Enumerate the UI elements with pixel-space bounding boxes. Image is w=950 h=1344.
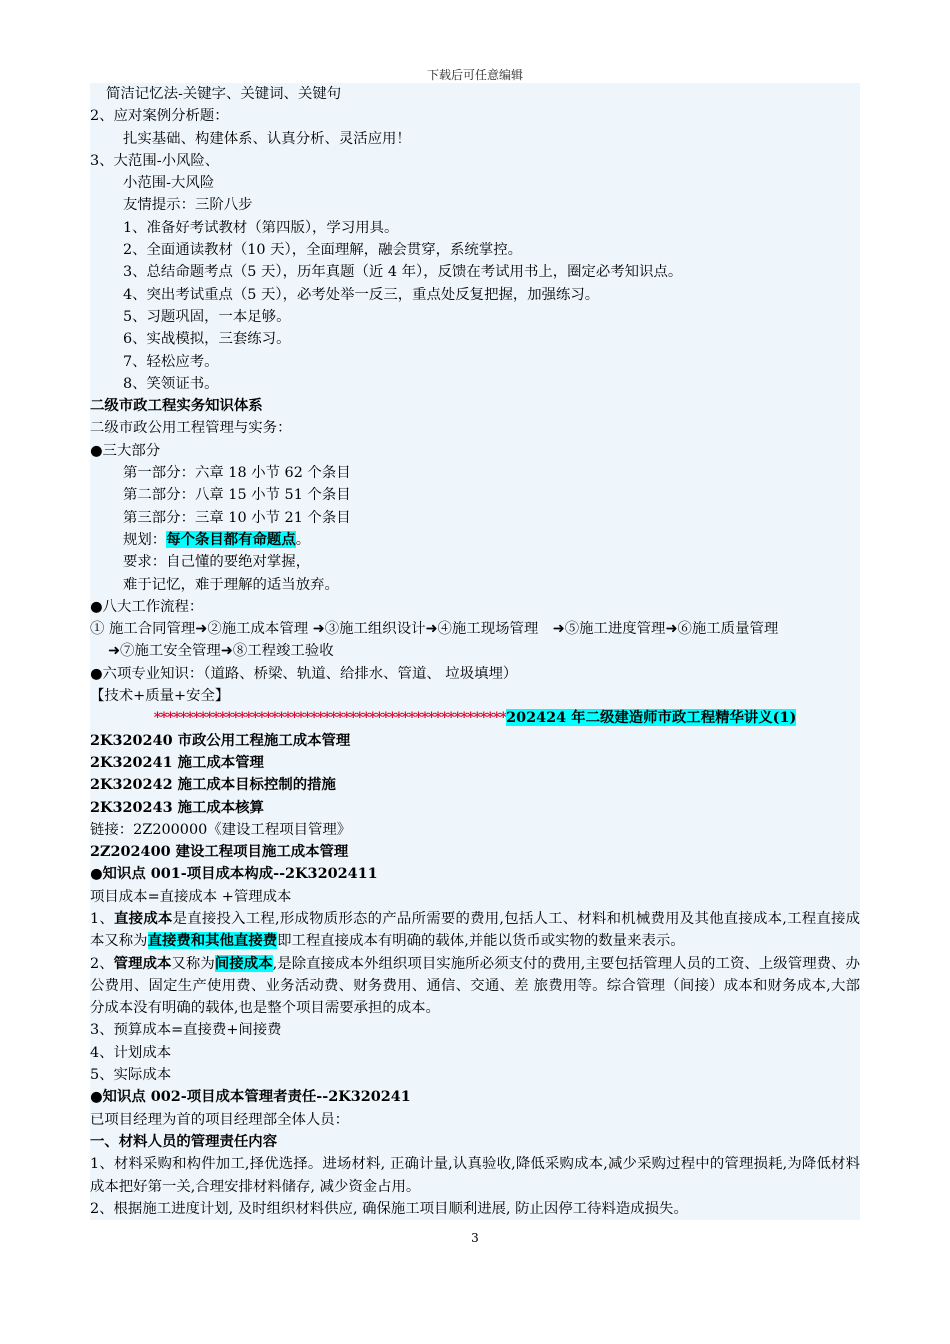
paragraph	[90, 908, 860, 953]
highlighted-text: 每个条目都有命题点	[166, 530, 296, 548]
workflow-line: ➜⑦施工安全管理➜⑧工程竣工验收	[108, 643, 334, 660]
text-line: 小范围-大风险	[123, 175, 215, 192]
paragraph	[90, 953, 860, 1020]
text-line: 简洁记忆法-关键字、关键词、关键句	[106, 86, 342, 102]
text-line: 项目成本=直接成本 +管理成本	[90, 888, 292, 905]
highlighted-text: 直接费和其他直接费	[147, 932, 278, 950]
list-item: 5、习题巩固，一本足够。	[123, 308, 291, 325]
section-heading: 2K320240 市政公用工程施工成本管理	[90, 731, 351, 749]
text-line	[90, 529, 860, 551]
text-line: 要求：自己懂的要绝对掌握，	[123, 554, 311, 571]
text-span: 2、	[90, 955, 114, 972]
section-heading: 二级市政工程实务知识体系	[90, 397, 263, 415]
text-span: 又称为	[171, 955, 215, 972]
list-item: 3、总结命题考点（5 天），历年真题（近 4 年），反馈在考试用书上，圈定必考知识点。	[123, 264, 683, 281]
list-item: 8、笑领证书。	[123, 375, 219, 392]
text-line: 扎实基础、构建体系、认真分析、灵活应用！	[123, 130, 411, 147]
section-heading: 2Z202400 建设工程项目施工成本管理	[90, 843, 349, 861]
text-line: 2、应对案例分析题：	[90, 108, 229, 125]
text-line: 第三部分：三章 10 小节 21 个条目	[123, 509, 351, 526]
text-line: 已项目经理为首的项目经理部全体人员：	[90, 1111, 350, 1128]
bullet-heading: ●八大工作流程：	[90, 598, 204, 615]
text-line: 二级市政公用工程管理与实务：	[90, 420, 292, 437]
text-span: 是直接投入工程,形成物质形态的产品所需要的费用,包括人工、材料和机械费用及其他直接成本,工程直接成本又称为	[90, 910, 860, 950]
list-item: 6、实战模拟，三套练习。	[123, 331, 291, 348]
highlighted-text: 间接成本	[214, 954, 273, 972]
list-item: 1、准备好考试教材（第四版），学习用具。	[123, 219, 399, 236]
document-title: 202424 年二级建造师市政工程精华讲义(1)	[506, 709, 797, 727]
text-line: 4、计划成本	[90, 1044, 172, 1061]
page-header: 下载后可任意编辑	[426, 68, 523, 82]
bold-term: 直接成本	[114, 909, 173, 927]
bullet-heading: ●三大部分	[90, 442, 161, 459]
list-item: 4、突出考试重点（5 天），必考处举一反三，重点处反复把握，加强练习。	[123, 286, 600, 303]
text-line: 第一部分：六章 18 小节 62 个条目	[123, 465, 351, 482]
paragraph: 1、材料采购和构件加工,择优选择。进场材料, 正确计量,认真验收,降低采购成本,减少采购过程中的管理损耗,为降低材料成本把好第一关,合理安排材料储存, 减少资金占用。	[90, 1156, 860, 1195]
text-line: 5、实际成本	[90, 1067, 172, 1084]
star-divider: ******************************************************	[153, 709, 507, 727]
workflow-line: ① 施工合同管理➜②施工成本管理 ➜③施工组织设计➜④施工现场管理 ➜⑤施工进度管理➜⑥施工质量管理	[90, 621, 779, 638]
page-number: 3	[471, 1231, 479, 1245]
knowledge-point-heading: ●知识点 001-项目成本构成--2K3202411	[90, 865, 378, 883]
text-line: 3、预算成本=直接费+间接费	[90, 1022, 282, 1039]
text-span: 即工程直接成本有明确的载体,并能以货币或实物的数量来表示。	[277, 933, 685, 950]
list-item: 7、轻松应考。	[123, 353, 219, 370]
text-span: 1、	[90, 910, 115, 927]
section-heading: 2K320241 施工成本管理	[90, 753, 264, 771]
list-item: 2、全面通读教材（10 天），全面理解，融会贯穿，系统掌控。	[123, 242, 522, 259]
text-line: 3、大范围-小风险、	[90, 152, 220, 169]
document-body	[90, 83, 860, 1220]
knowledge-point-heading: ●知识点 002-项目成本管理者责任--2K320241	[90, 1088, 411, 1106]
text-line: 友情提示：三阶八步	[123, 197, 253, 214]
paragraph: 2、根据施工进度计划, 及时组织材料供应, 确保施工项目顺利进展, 防止因停工待料造成损失。	[90, 1200, 688, 1217]
text-span: ,是除直接成本外组织项目实施所必须支付的费用,主要包括管理人员的工资、上级管理费、办公费用、固定生产使用费、业务活动费、财务费用、通信、交通、差 旅费用等。综合管理（间接）成本和财务成本,大部分成本没有明确的载体,也是整个项目需要承担的成本。	[90, 955, 860, 1017]
bullet-heading: ●六项专业知识：（道路、桥梁、轨道、给排水、管道、 垃圾填埋）	[90, 665, 518, 682]
text-line: 难于记忆，难于理解的适当放弃。	[123, 576, 339, 593]
text-line: 【技术+质量+安全】	[90, 688, 230, 705]
text-span: 。	[295, 531, 311, 548]
section-heading: 2K320242 施工成本目标控制的措施	[90, 776, 336, 794]
section-heading: 2K320243 施工成本核算	[90, 798, 264, 816]
text-line: 第二部分：八章 15 小节 51 个条目	[123, 487, 351, 504]
bold-term: 管理成本	[113, 954, 172, 972]
section-heading: 一、材料人员的管理责任内容	[90, 1132, 278, 1150]
title-banner	[90, 707, 860, 729]
text-line: 链接：2Z200000《建设工程项目管理》	[90, 821, 352, 838]
text-span: 规划：	[123, 531, 167, 548]
